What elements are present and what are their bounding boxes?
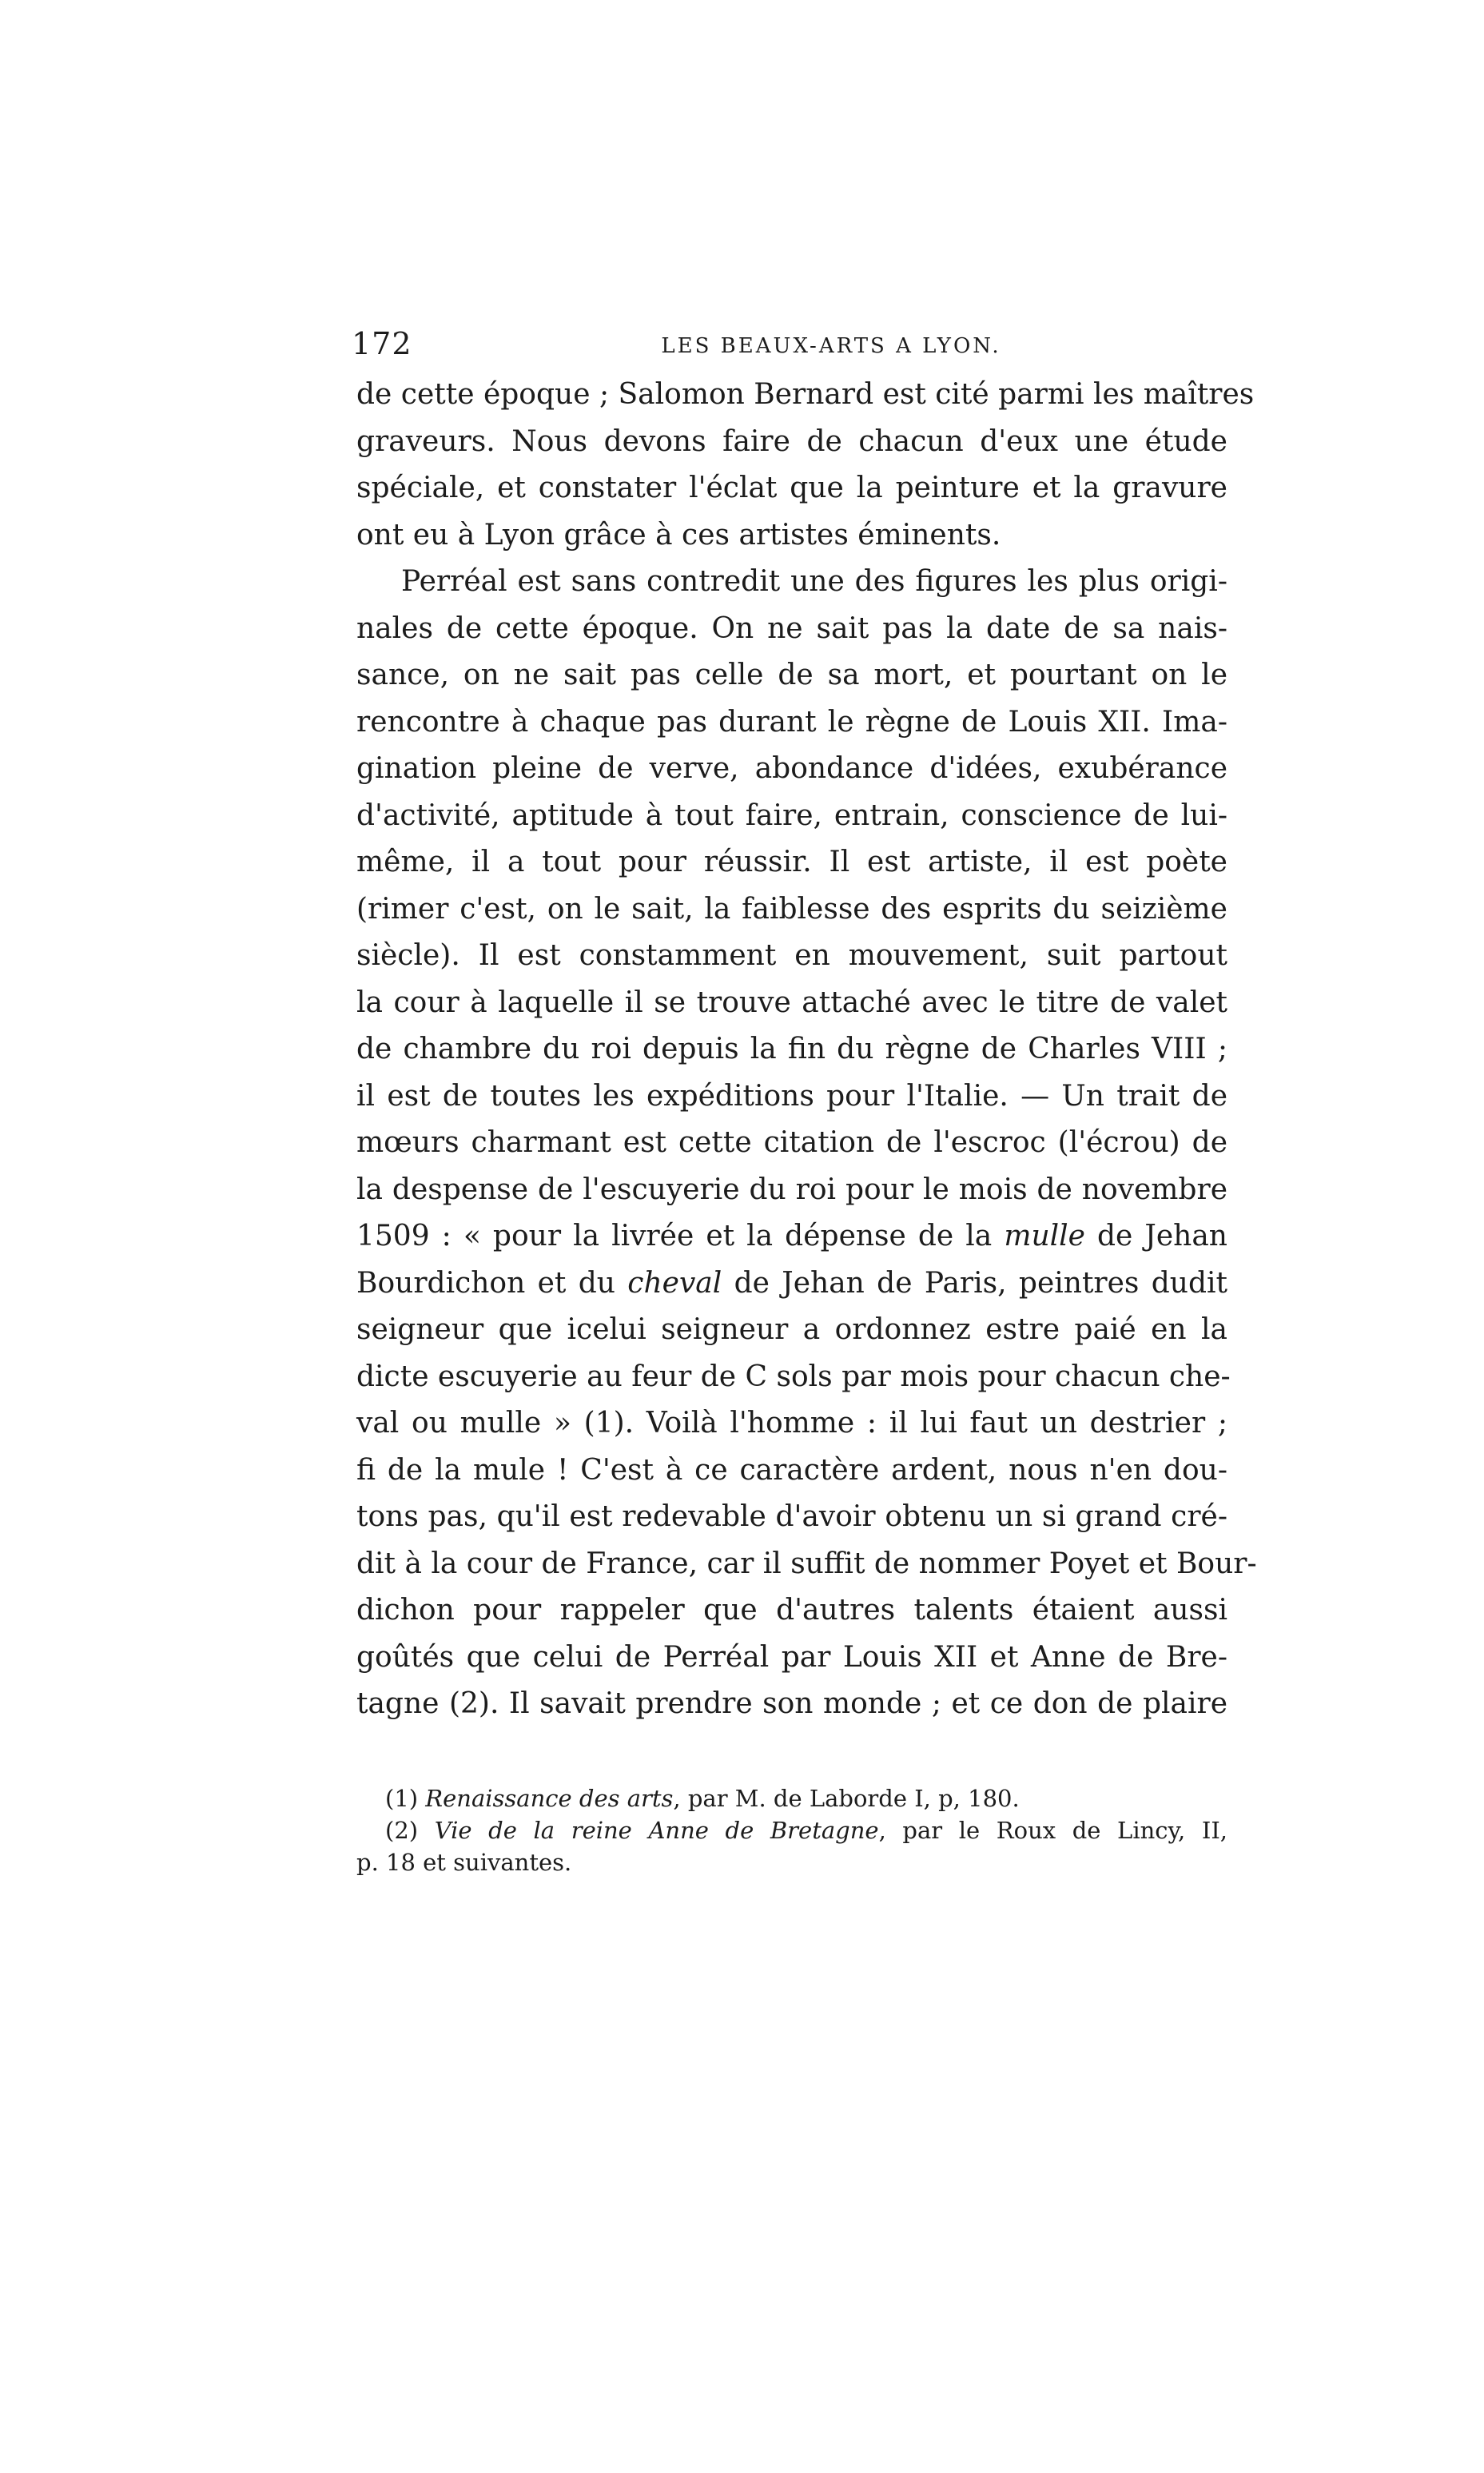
text-line xyxy=(356,1213,1227,1260)
text-line: siècle). Il est constamment en mouvement, suit partout xyxy=(356,939,1227,972)
running-title: LES BEAUX-ARTS A LYON. xyxy=(661,334,1001,358)
text-line: graveurs. Nous devons faire de chacun d'eux une étude xyxy=(356,424,1227,458)
text-line: de cette époque ; Salomon Bernard est cité parmi les maîtres xyxy=(356,378,1255,411)
text-line: rencontre à chaque pas durant le règne de Louis XII. Ima- xyxy=(356,705,1227,739)
footnote-text: , par M. de Laborde I, p, 180. xyxy=(673,1785,1020,1812)
text-line: Perréal est sans contredit une des figures les plus origi- xyxy=(401,565,1227,598)
footnote-title: Vie de la reine Anne de Bretagne xyxy=(434,1817,879,1844)
text-line: de chambre du roi depuis la fin du règne de Charles VIII ; xyxy=(356,1033,1227,1065)
text-line: sance, on ne sait pas celle de sa mort, et pourtant on le xyxy=(356,659,1227,691)
footnote-1 xyxy=(356,1782,1227,1814)
italic-term: mulle xyxy=(1004,1220,1085,1252)
text-line: nales de cette époque. On ne sait pas la date de sa nais- xyxy=(356,611,1227,645)
text-line: seigneur que icelui seigneur a ordonnez estre paié en la xyxy=(356,1313,1227,1346)
footnote-text: , par le Roux de Lincy, II, xyxy=(878,1817,1228,1844)
footnote-2-continuation: p. 18 et suivantes. xyxy=(356,1849,572,1876)
italic-term: cheval xyxy=(627,1266,722,1300)
footnote-title: Renaissance des arts xyxy=(425,1785,674,1812)
text-line: la despense de l'escuyerie du roi pour le mois de novembre xyxy=(356,1173,1227,1206)
text-line xyxy=(356,1260,1227,1308)
text-line: (rimer c'est, on le sait, la faiblesse des esprits du seizième xyxy=(356,892,1227,926)
footnotes xyxy=(356,1782,1227,1878)
text-line: dicte escuyerie au feur de C sols par mois pour chacun che- xyxy=(356,1360,1231,1393)
text-line: dichon pour rappeler que d'autres talents étaient aussi xyxy=(356,1594,1227,1627)
footnote-marker: (1) xyxy=(385,1785,426,1812)
footnote-2 xyxy=(356,1814,1227,1846)
text-line: dit à la cour de France, car il suffit de nommer Poyet et Bour- xyxy=(356,1547,1257,1580)
text-segment: de Jehan de Paris, peintres dudit xyxy=(722,1266,1227,1300)
text-line: d'activité, aptitude à tout faire, entrain, conscience de lui- xyxy=(356,798,1227,832)
body-text xyxy=(356,372,1257,1728)
text-line: mœurs charmant est cette citation de l'escroc (l'écrou) de xyxy=(356,1126,1227,1159)
text-segment: de Jehan xyxy=(1084,1220,1227,1252)
text-line: tagne (2). Il savait prendre son monde ; et ce don de plaire xyxy=(356,1687,1227,1720)
footnote-marker: (2) xyxy=(385,1817,435,1844)
running-head xyxy=(352,326,1231,366)
page-number: 172 xyxy=(352,326,412,361)
text-line: même, il a tout pour réussir. Il est artiste, il est poète xyxy=(356,846,1227,878)
text-line: fi de la mule ! C'est à ce caractère ardent, nous n'en dou- xyxy=(356,1453,1227,1487)
text-line: val ou mulle » (1). Voilà l'homme : il lui faut un destrier ; xyxy=(356,1407,1227,1440)
text-line: gination pleine de verve, abondance d'idées, exubérance xyxy=(356,752,1227,785)
text-line: spéciale, et constater l'éclat que la peinture et la gravure xyxy=(356,472,1227,504)
text-line: il est de toutes les expéditions pour l'Italie. — Un trait de xyxy=(356,1079,1227,1113)
text-line: goûtés que celui de Perréal par Louis XII et Anne de Bre- xyxy=(356,1640,1227,1674)
text-segment: 1509 : « pour la livrée et la dépense de la xyxy=(356,1220,1005,1252)
text-line: la cour à laquelle il se trouve attaché avec le titre de valet xyxy=(356,986,1227,1019)
text-line: ont eu à Lyon grâce à ces artistes éminents. xyxy=(356,518,1001,552)
text-line: tons pas, qu'il est redevable d'avoir obtenu un si grand cré- xyxy=(356,1500,1227,1533)
text-segment: Bourdichon et du xyxy=(356,1266,628,1300)
